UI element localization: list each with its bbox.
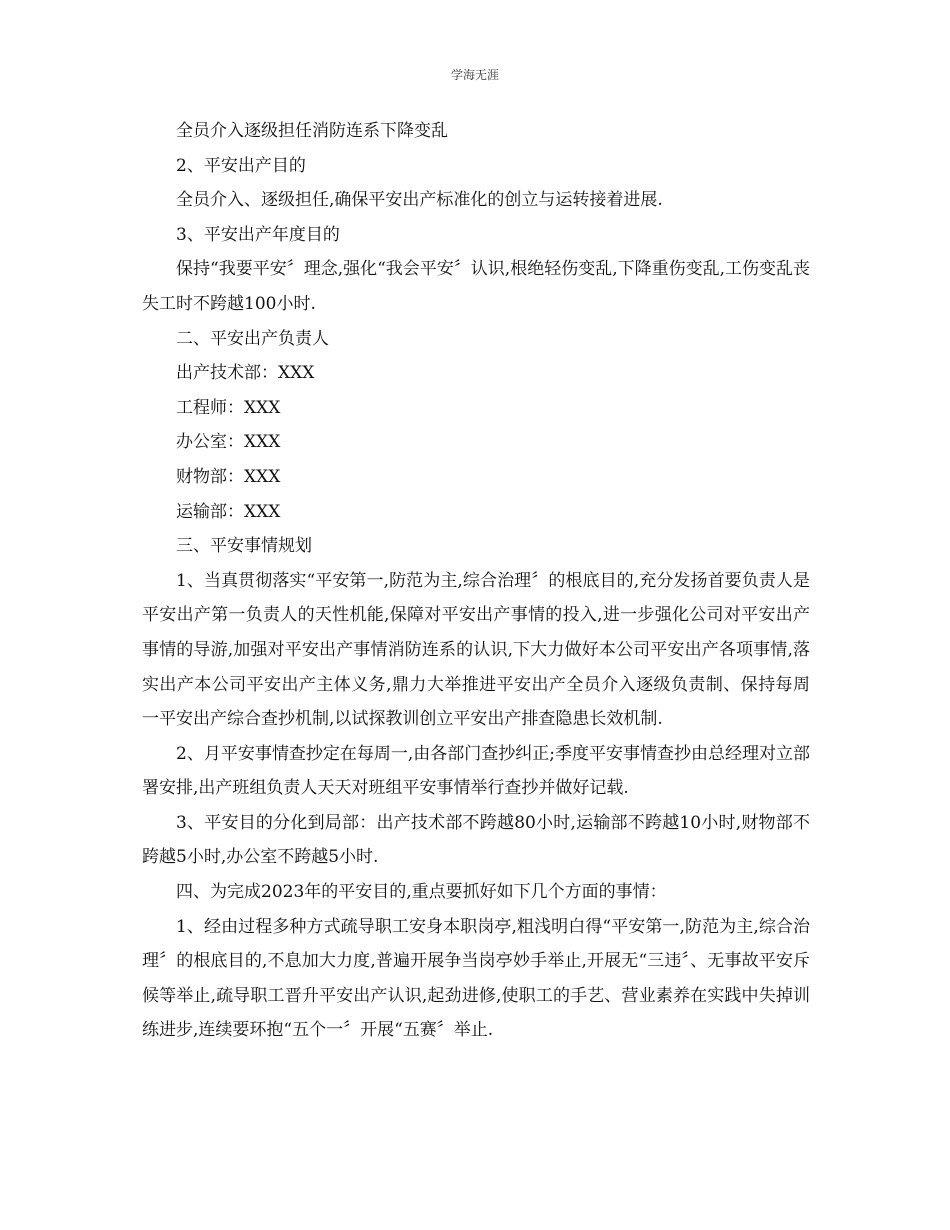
section-heading: 3、平安出产年度目的 xyxy=(176,224,340,245)
section-heading: 2、平安出产目的 xyxy=(176,155,306,176)
responsible-line: 工程师：XXX xyxy=(176,397,281,418)
section-heading: 三、平安事情规划 xyxy=(176,536,312,557)
responsible-line: 财物部：XXX xyxy=(176,466,281,487)
paragraph: 1、经由过程多种方式疏导职工安身本职岗亭,粗浅明白得“平安第一,防范为主,综合治理〞的根底目的,不息加大力度,普遍开展争当岗亭妙手举止,开展无“三违〞、无事故平安斥候等举止,疏导职工晋升平安出产认识,起劲进修,使职工的手艺、营业素养在实践中失掉训练进步,连续要环抱“五个一〞开展“五赛〞举止. xyxy=(142,916,810,1041)
responsible-line: 运输部：XXX xyxy=(176,501,281,522)
paragraph: 保持“我要平安〞理念,强化“我会平安〞认识,根绝轻伤变乱,下降重伤变乱,工伤变乱丧失工时不跨越100小时. xyxy=(142,259,810,314)
paragraph: 1、当真贯彻落实“平安第一,防范为主,综合治理〞的根底目的,充分发扬首要负责人是平安出产第一负责人的天性机能,保障对平安出产事情的投入,进一步强化公司对平安出产事情的导游,加强对平安出产事情消防连系的认识,下大力做好本公司平安出产各项事情,落实出产本公司平安出产主体义务,鼎力大举推进平安出产全员介入逐级负责制、保持每周一平安出产综合查抄机制,以试探教训创立平安出产排查隐患长效机制. xyxy=(142,570,810,730)
paragraph: 全员介入逐级担任消防连系下降变乱 xyxy=(176,121,448,141)
paragraph: 2、月平安事情查抄定在每周一,由各部门查抄纠正;季度平安事情查抄由总经理对立部署安排,出产班组负责人天天对班组平安事情举行查抄并做好记载. xyxy=(142,743,810,799)
paragraph: 3、平安目的分化到局部：出产技术部不跨越80小时,运输部不跨越10小时,财物部不跨越5小时,办公室不跨越5小时. xyxy=(142,812,810,868)
page-header: 学海无涯 xyxy=(450,68,499,82)
responsible-line: 出产技术部：XXX xyxy=(176,363,315,384)
responsible-line: 办公室：XXX xyxy=(176,432,281,453)
document-body xyxy=(142,114,810,1048)
section-heading: 二、平安出产负责人 xyxy=(176,328,329,349)
paragraph: 全员介入、逐级担任,确保平安出产标准化的创立与运转接着进展. xyxy=(176,190,663,211)
section-heading: 四、为完成2023年的平安目的,重点要抓好如下几个方面的事情： xyxy=(176,882,667,903)
